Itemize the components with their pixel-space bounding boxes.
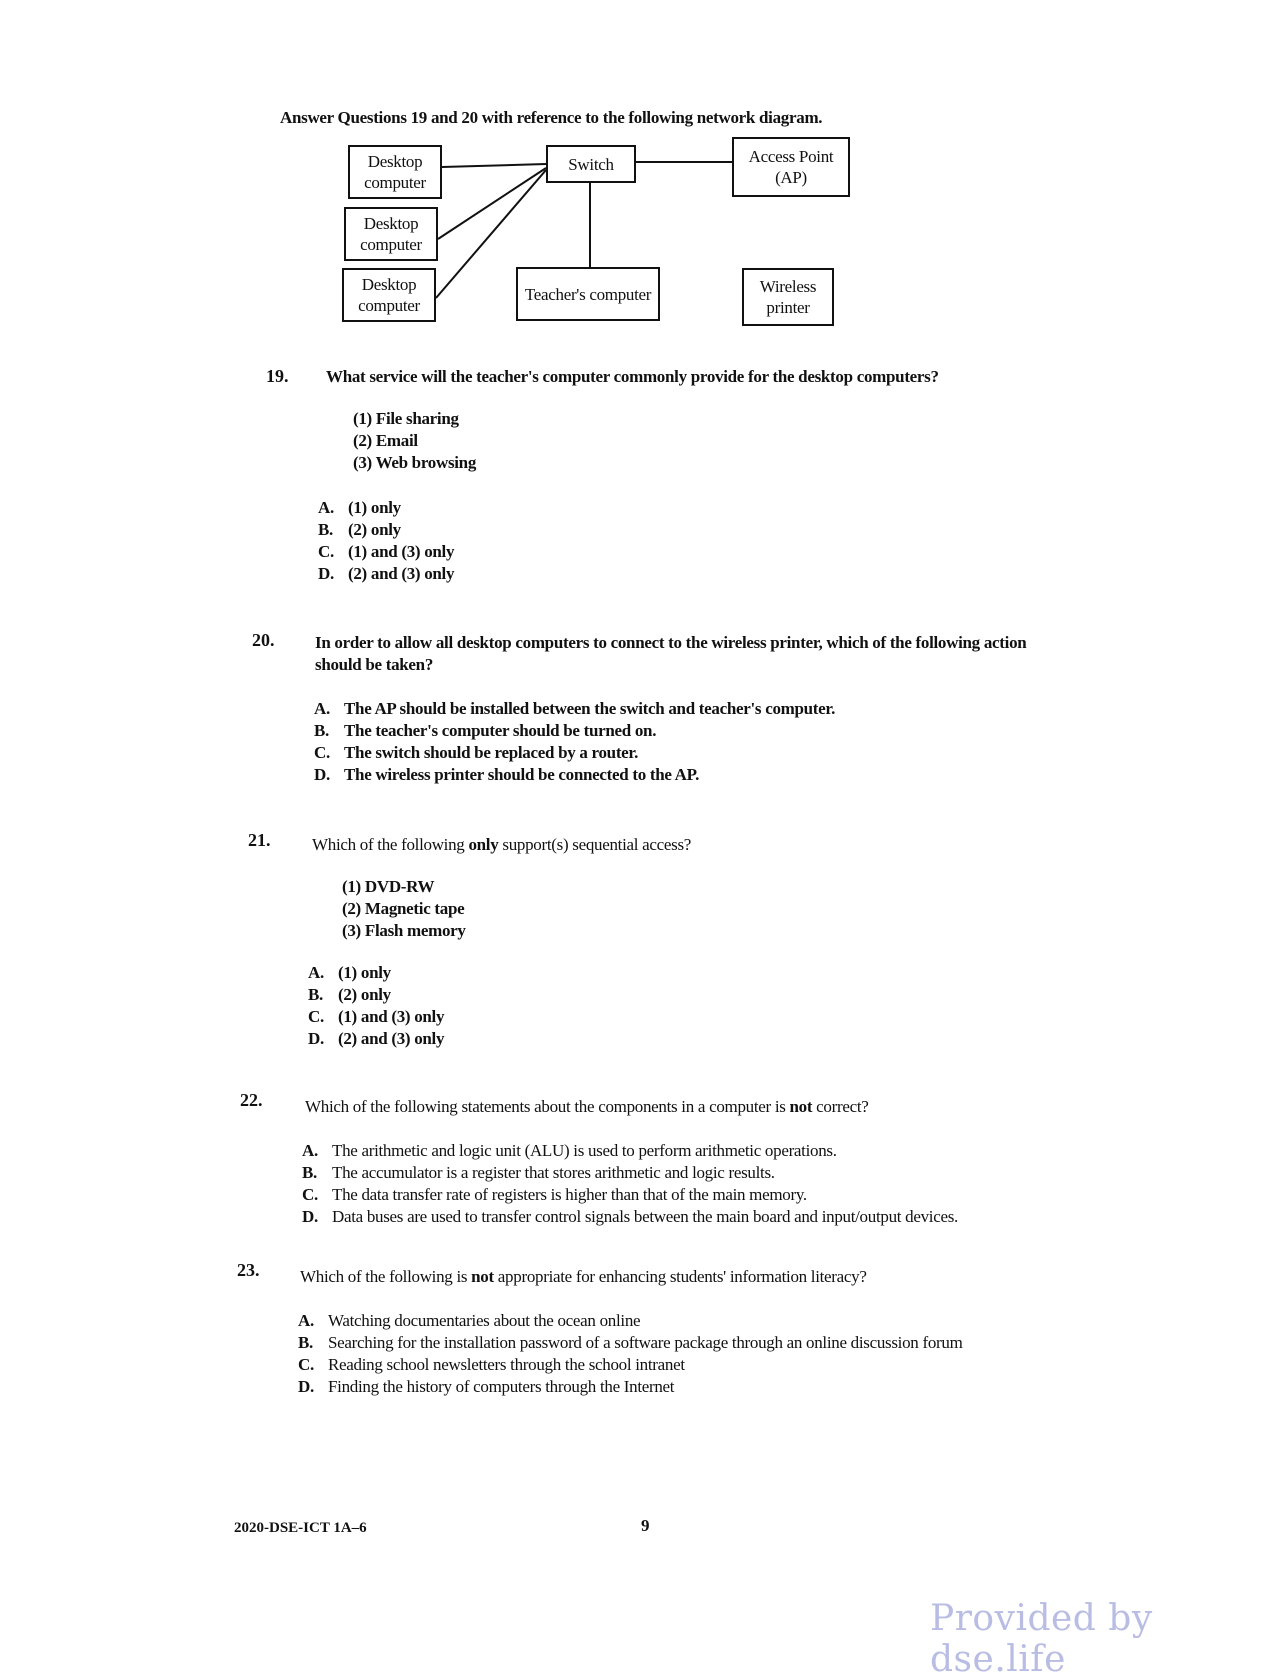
- option-text: Reading school newsletters through the school intranet: [328, 1355, 685, 1374]
- question-19-text: What service will the teacher's computer commonly provide for the desktop computers?: [326, 367, 939, 386]
- question-20-line-1: In order to allow all desktop computers to connect to the wireless printer, which of the following action: [315, 633, 1027, 652]
- question-22-text-after: correct?: [812, 1097, 869, 1116]
- option-label: C.: [302, 1185, 318, 1204]
- question-23-text-after: appropriate for enhancing students' information literacy?: [493, 1267, 867, 1286]
- option-a: [302, 1140, 958, 1162]
- statement-item: (2) Email: [353, 431, 418, 450]
- option-text: The switch should be replaced by a router.: [344, 743, 639, 762]
- option-label: D.: [302, 1207, 318, 1226]
- link-desktop1-switch: [442, 164, 546, 167]
- statement-item: (3) Web browsing: [353, 453, 477, 472]
- option-c: [318, 541, 454, 563]
- option-label: A.: [308, 963, 324, 982]
- option-text: (2) only: [338, 985, 391, 1004]
- question-21-text-after: support(s) sequential access?: [498, 835, 692, 854]
- statement-item: (3) Flash memory: [342, 921, 466, 940]
- option-label: A.: [302, 1141, 318, 1160]
- exam-code: 2020-DSE-ICT 1A–6: [234, 1520, 367, 1536]
- option-text: (1) and (3) only: [338, 1007, 445, 1026]
- option-label: B.: [302, 1163, 317, 1182]
- statement-item: (1) File sharing: [353, 409, 459, 428]
- option-label: C.: [314, 743, 330, 762]
- option-c: [308, 1006, 444, 1028]
- option-label: B.: [298, 1333, 313, 1352]
- question-22-text-emph: not: [789, 1097, 813, 1116]
- option-d: [318, 563, 454, 585]
- question-19-options: [318, 497, 454, 585]
- question-19-number: 19.: [266, 366, 289, 386]
- option-d: [302, 1206, 958, 1228]
- option-text: (1) and (3) only: [348, 542, 455, 561]
- question-21-options: [308, 962, 444, 1050]
- option-text: Watching documentaries about the ocean online: [328, 1311, 641, 1330]
- option-text: The arithmetic and logic unit (ALU) is used to perform arithmetic operations.: [332, 1141, 837, 1160]
- option-text: Data buses are used to transfer control signals between the main board and input/output devices.: [332, 1207, 958, 1226]
- question-23-options: [298, 1310, 963, 1398]
- option-text: The AP should be installed between the switch and teacher's computer.: [344, 699, 836, 718]
- diagram-intro: Answer Questions 19 and 20 with reference to the following network diagram.: [280, 108, 823, 127]
- option-label: B.: [318, 520, 333, 539]
- wireless-printer-node: Wireless printer: [742, 268, 834, 326]
- question-23-text-emph: not: [471, 1267, 494, 1286]
- option-label: C.: [318, 542, 334, 561]
- option-text: The teacher's computer should be turned on.: [344, 721, 657, 740]
- desktop-computer-node-2: Desktop computer: [344, 207, 438, 261]
- option-d: [298, 1376, 963, 1398]
- option-text: Searching for the installation password of a software package through an online discussion forum: [328, 1333, 963, 1352]
- network-diagram: [0, 0, 1275, 360]
- option-text: The wireless printer should be connected to the AP.: [344, 765, 700, 784]
- question-23-number: 23.: [237, 1260, 260, 1280]
- option-c: [314, 742, 835, 764]
- desktop-computer-node-1: Desktop computer: [348, 145, 442, 199]
- desktop-computer-node-3: Desktop computer: [342, 268, 436, 322]
- question-20-number: 20.: [252, 630, 275, 650]
- question-22-text-before: Which of the following statements about the components in a computer is: [305, 1097, 790, 1116]
- access-point-node: Access Point (AP): [732, 137, 850, 197]
- option-label: B.: [308, 985, 323, 1004]
- question-21-text-before: Which of the following: [312, 835, 469, 854]
- option-label: A.: [314, 699, 330, 718]
- question-21-text: [312, 834, 691, 856]
- option-a: [318, 497, 454, 519]
- option-a: [314, 698, 835, 720]
- option-c: [298, 1354, 963, 1376]
- option-a: [308, 962, 444, 984]
- option-text: (1) only: [338, 963, 391, 982]
- option-text: (2) and (3) only: [338, 1029, 445, 1048]
- link-desktop2-switch: [438, 168, 546, 239]
- question-19-statements: [353, 408, 476, 474]
- option-text: (2) only: [348, 520, 401, 539]
- option-label: C.: [308, 1007, 324, 1026]
- question-23-text: [300, 1266, 867, 1288]
- option-text: Finding the history of computers through the Internet: [328, 1377, 675, 1396]
- option-text: (2) and (3) only: [348, 564, 455, 583]
- option-label: D.: [314, 765, 330, 784]
- option-a: [298, 1310, 963, 1332]
- teacher-computer-node: Teacher's computer: [516, 267, 660, 321]
- question-23-text-before: Which of the following is: [300, 1267, 472, 1286]
- option-label: D.: [318, 564, 334, 583]
- option-b: [314, 720, 835, 742]
- question-20-text: [315, 632, 1026, 676]
- statement-item: (1) DVD-RW: [342, 877, 435, 896]
- option-c: [302, 1184, 958, 1206]
- question-22-text: [305, 1096, 869, 1118]
- option-label: C.: [298, 1355, 314, 1374]
- question-20-options: [314, 698, 835, 786]
- question-21-number: 21.: [248, 830, 271, 850]
- option-b: [302, 1162, 958, 1184]
- option-text: The accumulator is a register that stores arithmetic and logic results.: [332, 1163, 775, 1182]
- option-label: D.: [298, 1377, 314, 1396]
- option-text: (1) only: [348, 498, 401, 517]
- option-label: A.: [298, 1311, 314, 1330]
- page-number: 9: [641, 1516, 650, 1535]
- question-21-statements: [342, 876, 466, 942]
- option-b: [318, 519, 454, 541]
- question-22-options: [302, 1140, 958, 1228]
- option-label: D.: [308, 1029, 324, 1048]
- watermark: Provided by dse.life: [930, 1598, 1153, 1680]
- statement-item: (2) Magnetic tape: [342, 899, 465, 918]
- option-d: [308, 1028, 444, 1050]
- question-20-line-2: should be taken?: [315, 655, 434, 674]
- question-21-text-emph: only: [468, 835, 499, 854]
- option-text: The data transfer rate of registers is higher than that of the main memory.: [332, 1185, 807, 1204]
- option-d: [314, 764, 835, 786]
- option-label: B.: [314, 721, 329, 740]
- option-b: [298, 1332, 963, 1354]
- option-b: [308, 984, 444, 1006]
- switch-node: Switch: [546, 145, 636, 183]
- question-22-number: 22.: [240, 1090, 263, 1110]
- option-label: A.: [318, 498, 334, 517]
